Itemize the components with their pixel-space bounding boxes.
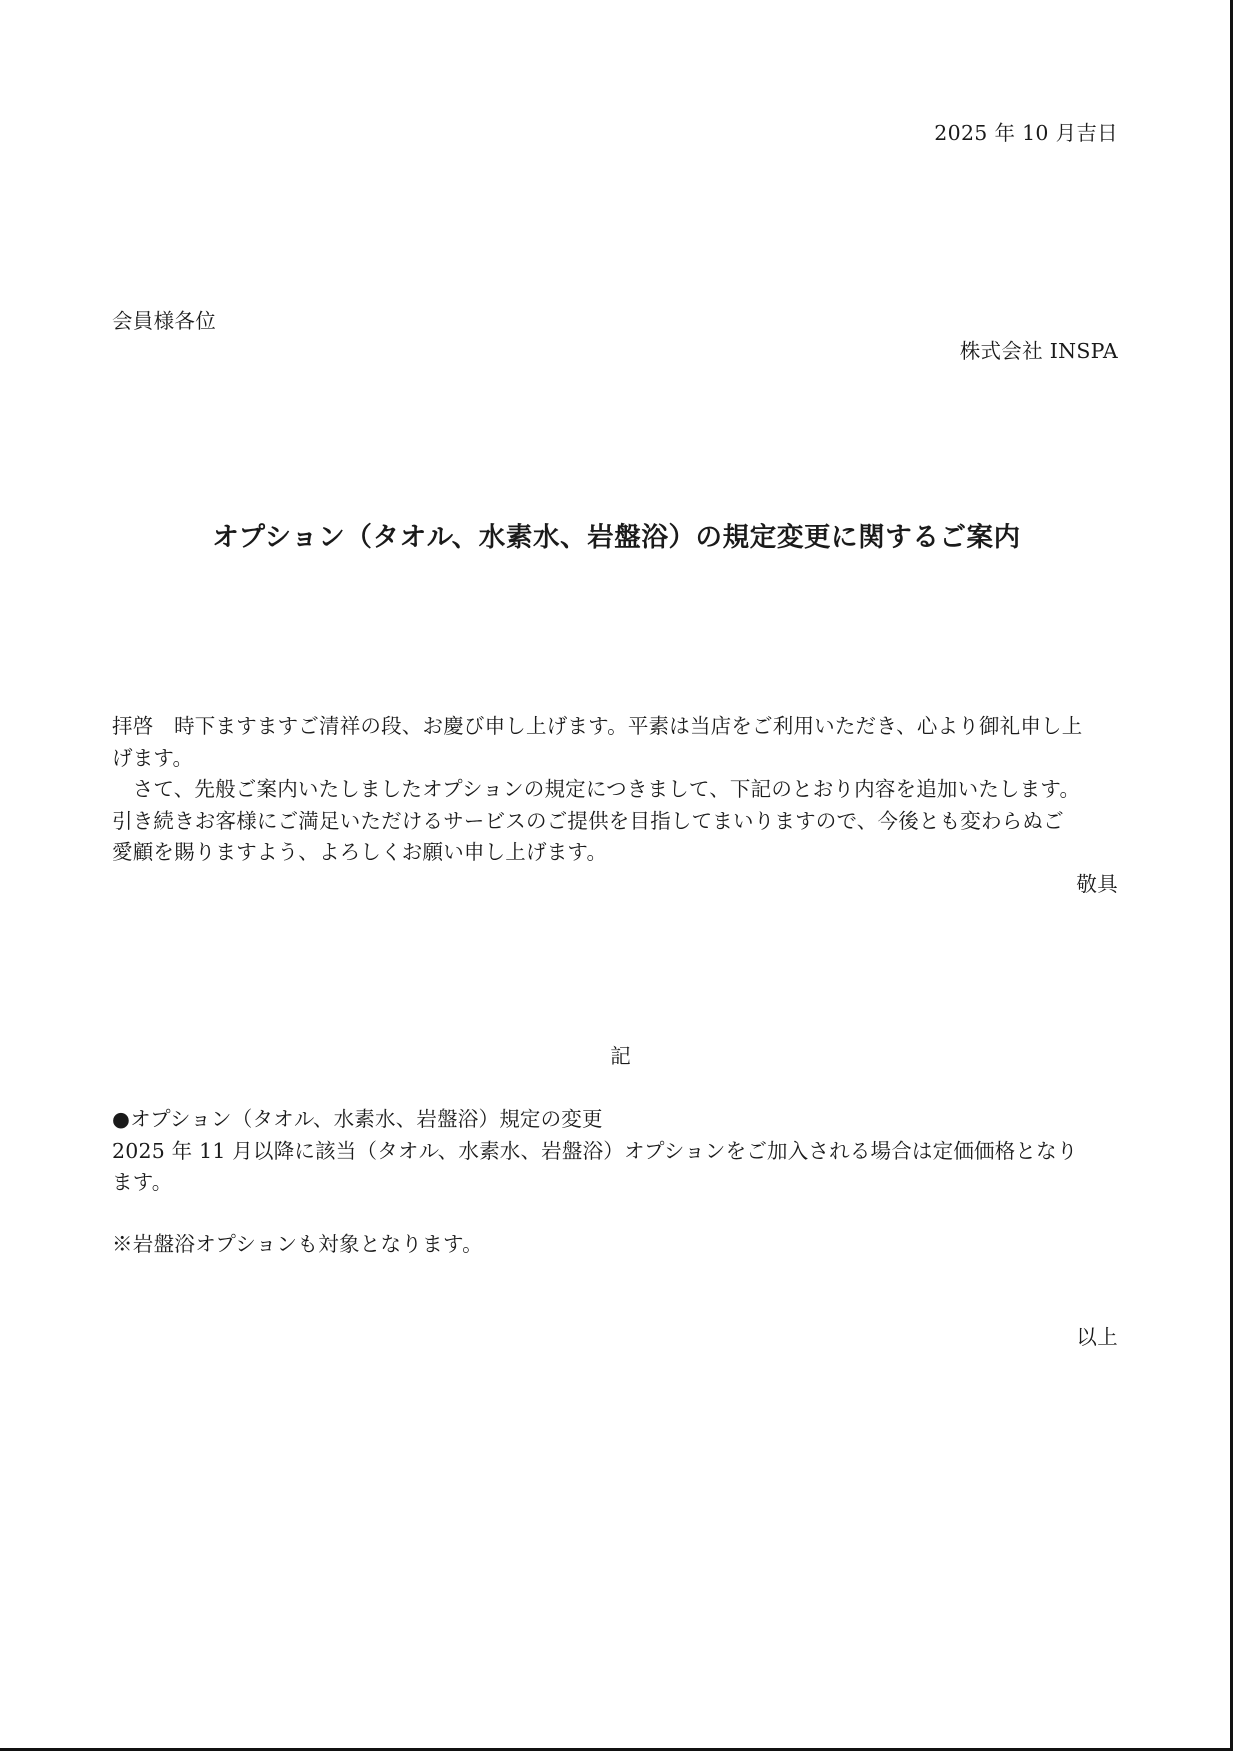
body-line: 愛顧を賜りますよう、よろしくお願い申し上げます。 [112,840,608,864]
closing-keigu: 敬具 [1076,872,1118,896]
section-block [112,1104,1128,1199]
sender-company: 株式会社 INSPA [959,339,1118,363]
section-note: ※岩盤浴オプションも対象となります。 [112,1232,483,1256]
recipient: 会員様各位 [112,309,216,333]
document-date: 2025 年 10 月吉日 [934,121,1118,145]
body-line: 引き続きお客様にご満足いただけるサービスのご提供を目指してまいりますので、今後とも変わらぬご [112,808,1064,833]
section-line: ます。 [112,1170,173,1194]
end-mark: 以上 [1076,1325,1118,1349]
body-paragraph [112,711,1128,869]
section-line: 2025 年 11 月以降に該当（タオル、水素水、岩盤浴）オプションをご加入される場合は定価価格となり [112,1138,1078,1163]
record-mark: 記 [610,1044,631,1068]
body-line: さて、先般ご案内いたしましたオプションの規定につきまして、下記のとおり内容を追加いたします。 [112,777,1081,801]
body-line: げます。 [112,745,194,770]
body-line: 拝啓 時下ますますご清祥の段、お慶び申し上げます。平素は当店をご利用いただき、心より御礼申し上 [112,714,1083,738]
document-title: オプション（タオル、水素水、岩盤浴）の規定変更に関するご案内 [212,522,1021,553]
section-heading: ●オプション（タオル、水素水、岩盤浴）規定の変更 [112,1107,603,1131]
